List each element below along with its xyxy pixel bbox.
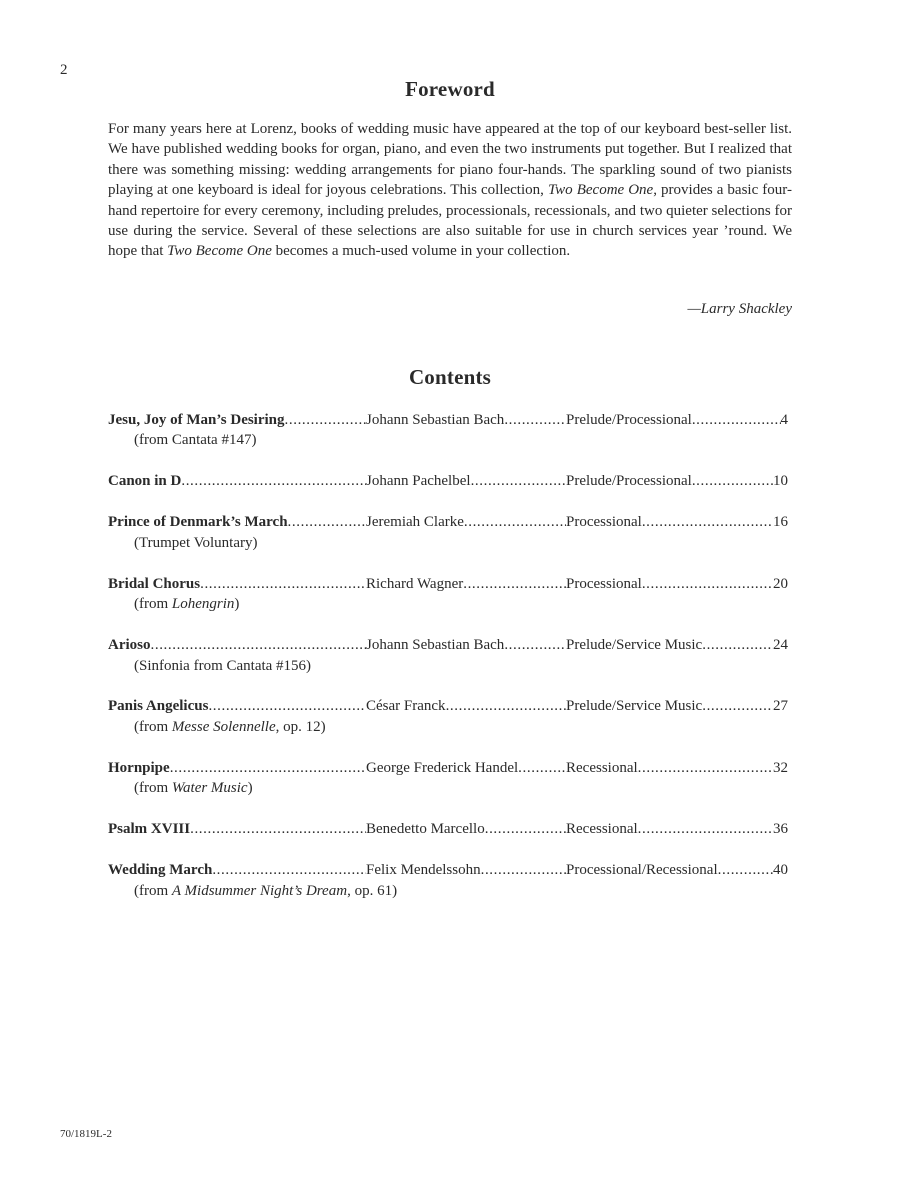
toc-subtitle — [108, 594, 788, 614]
toc-entry — [108, 696, 788, 737]
toc-line — [108, 635, 788, 655]
foreword-title: Foreword — [405, 77, 495, 101]
toc-page-number: 27 — [773, 698, 788, 715]
toc-page-number: 10 — [773, 473, 788, 490]
toc-subtitle-text: (from — [134, 780, 172, 797]
toc-subtitle-work: Messe Solennelle — [171, 718, 276, 735]
toc-line — [108, 758, 788, 778]
toc-title: Prince of Denmark’s March — [108, 514, 288, 531]
leader-dots — [692, 471, 773, 491]
toc-entry — [108, 471, 788, 491]
toc-subtitle-text: (Trumpet Voluntary) — [134, 534, 258, 551]
toc-subtitle-text-end: , op. 61) — [347, 882, 398, 899]
toc-subtitle — [108, 430, 788, 450]
foreword-text-3: becomes a much-used volume in your collection. — [271, 243, 571, 260]
toc-subtitle — [108, 717, 788, 737]
toc-title: Jesu, Joy of Man’s Desiring — [108, 412, 285, 428]
toc-entry — [108, 860, 788, 901]
foreword-text-1: For many years here at Lorenz, books of wedding music have appeared at the top of our keyboard best-seller list. We have published wedding books for organ, piano, and even the two instruments put together. But I realized that there was something missing: wedding arrangements for piano four-hands. The sparkling sound of two pianists playing at one keyboard is ideal for joyous celebrations. This collection, — [108, 121, 792, 199]
toc-use: Prelude/Service Music — [566, 698, 703, 715]
toc-page-number: 40 — [773, 862, 788, 879]
toc-composer: Felix Mendelssohn — [366, 862, 481, 879]
toc-entry — [108, 512, 788, 553]
toc-subtitle-text: (from — [134, 596, 172, 613]
toc-subtitle — [108, 656, 788, 676]
toc-use: Processional/Recessional — [566, 862, 718, 879]
toc-use: Recessional — [566, 759, 638, 776]
contents-title: Contents — [408, 365, 492, 389]
leader-dots — [638, 758, 773, 778]
toc-line — [108, 860, 788, 880]
toc-page-number: 24 — [773, 637, 788, 654]
foreword-book-title-1: Two Become One — [547, 182, 654, 199]
toc-title: Wedding March — [108, 862, 213, 879]
leader-dots — [504, 410, 566, 430]
leader-dots — [212, 860, 366, 880]
toc-composer: Johann Sebastian Bach — [366, 637, 505, 654]
catalog-number: 70/1819L-2 — [60, 1128, 112, 1140]
toc-subtitle-text: (from — [134, 718, 172, 735]
toc-use: Prelude/Processional — [566, 473, 692, 490]
toc-use: Prelude/Processional — [566, 412, 692, 428]
leader-dots — [288, 512, 366, 532]
toc-title: Bridal Chorus — [108, 575, 201, 592]
foreword-text-2: , provides a basic four-hand repertoire for every ceremony, including preludes, processionals, recessionals, and two quieter selections for use during the service. Several of these selections are also suitable for use in church services year ’round. We hope that — [108, 182, 792, 260]
leader-dots — [463, 574, 566, 594]
toc-composer: Benedetto Marcello — [366, 821, 485, 838]
toc-entry — [108, 574, 788, 615]
toc-composer: Richard Wagner — [366, 575, 464, 592]
leader-dots — [692, 410, 781, 430]
leader-dots — [642, 512, 773, 532]
toc-entry — [108, 410, 788, 451]
leader-dots — [485, 819, 566, 839]
toc-use: Processional — [566, 575, 642, 592]
toc-entry — [108, 635, 788, 676]
leader-dots — [208, 696, 366, 716]
toc-page-number: 20 — [773, 575, 788, 592]
toc-page-number: 32 — [773, 759, 788, 776]
toc-composer: Jeremiah Clarke — [366, 514, 464, 531]
foreword-book-title-2: Two Become One — [167, 243, 272, 260]
toc-title: Hornpipe — [108, 759, 170, 776]
leader-dots — [464, 512, 566, 532]
toc-subtitle-text: (Sinfonia from Cantata #156) — [134, 657, 312, 674]
toc-use: Prelude/Service Music — [566, 637, 703, 654]
foreword-signature: —Larry Shackley — [687, 301, 792, 317]
toc-use: Processional — [566, 514, 642, 531]
toc-page-number: 16 — [773, 514, 788, 531]
toc-subtitle-text-end: ) — [234, 596, 240, 613]
toc-composer: Johann Sebastian Bach — [366, 412, 505, 428]
toc-use: Recessional — [566, 821, 638, 838]
toc-line — [108, 696, 788, 716]
toc-subtitle-text-end: ) — [247, 780, 253, 797]
toc-subtitle-work: A Midsummer Night’s Dream — [171, 882, 348, 899]
toc-page-number: 36 — [773, 821, 788, 838]
leader-dots — [471, 471, 566, 491]
toc-line — [108, 410, 788, 430]
toc-line — [108, 471, 788, 491]
toc-composer: César Franck — [366, 698, 446, 715]
leader-dots — [285, 410, 366, 430]
toc-title: Panis Angelicus — [108, 698, 209, 715]
leader-dots — [170, 758, 366, 778]
leader-dots — [181, 471, 366, 491]
toc-subtitle — [108, 778, 788, 798]
leader-dots — [151, 635, 367, 655]
toc-line — [108, 819, 788, 839]
page-number: 2 — [60, 62, 68, 78]
leader-dots — [200, 574, 366, 594]
leader-dots — [481, 860, 566, 880]
toc-composer: George Frederick Handel — [366, 759, 519, 776]
table-of-contents — [108, 410, 788, 922]
toc-title: Psalm XVIII — [108, 821, 191, 838]
toc-subtitle — [108, 533, 788, 553]
toc-subtitle-work: Water Music — [171, 780, 248, 797]
toc-line — [108, 512, 788, 532]
leader-dots — [642, 574, 773, 594]
foreword-body — [108, 119, 792, 262]
toc-title: Canon in D — [108, 473, 182, 490]
toc-subtitle-work: Lohengrin — [171, 596, 235, 613]
toc-entry — [108, 758, 788, 799]
leader-dots — [638, 819, 773, 839]
toc-subtitle-text: (from — [134, 882, 172, 899]
toc-subtitle-text-end: , op. 12) — [275, 718, 326, 735]
toc-line — [108, 574, 788, 594]
leader-dots — [702, 635, 773, 655]
toc-entry — [108, 819, 788, 839]
toc-title: Arioso — [108, 637, 151, 654]
leader-dots — [518, 758, 566, 778]
toc-page-number: 4 — [780, 412, 788, 428]
toc-subtitle-text: (from Cantata #147) — [134, 432, 257, 449]
leader-dots — [190, 819, 366, 839]
leader-dots — [504, 635, 566, 655]
leader-dots — [702, 696, 773, 716]
toc-composer: Johann Pachelbel — [366, 473, 471, 490]
leader-dots — [446, 696, 566, 716]
toc-subtitle — [108, 881, 788, 901]
leader-dots — [718, 860, 773, 880]
